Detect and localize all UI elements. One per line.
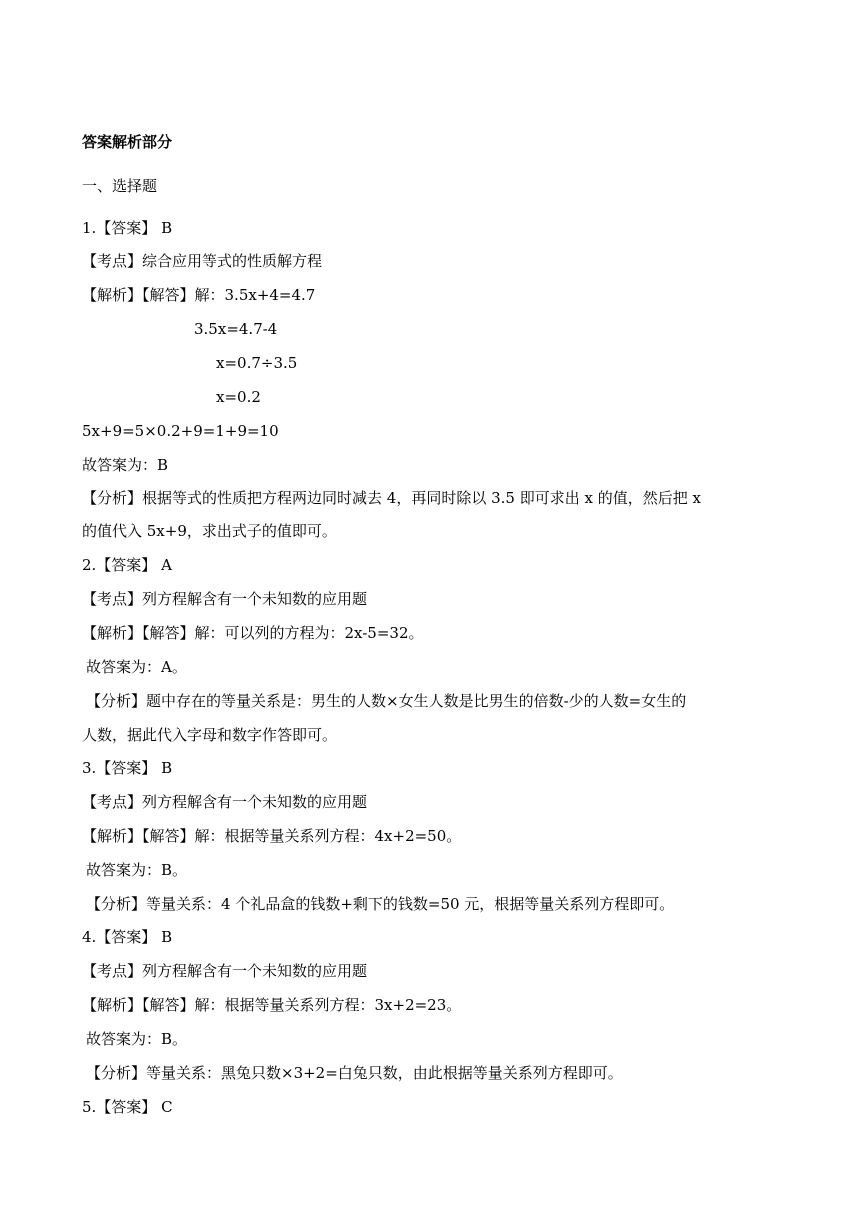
q3-analysis: 【分析】等量关系：4 个礼品盒的钱数+剩下的钱数=50 元，根据等量关系列方程即可。 [86, 895, 675, 913]
q5-answer: 5.【答案】 C [82, 1098, 173, 1116]
q1-point: 【考点】综合应用等式的性质解方程 [82, 252, 323, 270]
q3-point: 【考点】列方程解含有一个未知数的应用题 [82, 793, 368, 811]
q1-solution: 【解析】【解答】解：3.5x+4=4.7 [82, 286, 316, 304]
q2-point: 【考点】列方程解含有一个未知数的应用题 [82, 590, 368, 608]
q4-solution: 【解析】【解答】解：根据等量关系列方程：3x+2=23。 [82, 996, 462, 1014]
q1-step1: 3.5x=4.7-4 [194, 320, 278, 338]
q4-answer: 4.【答案】 B [82, 928, 173, 946]
q3-solution: 【解析】【解答】解：根据等量关系列方程：4x+2=50。 [82, 827, 462, 845]
section-title: 一、选择题 [82, 177, 158, 195]
q2-solution: 【解析】【解答】解：可以列的方程为：2x-5=32。 [82, 624, 424, 642]
q4-analysis: 【分析】等量关系：黑兔只数×3+2=白兔只数，由此根据等量关系列方程即可。 [86, 1064, 623, 1082]
q1-analysis-line1: 【分析】根据等式的性质把方程两边同时减去 4，再同时除以 3.5 即可求出 x 的值，然后把 x [82, 489, 701, 507]
q1-analysis-line2: 的值代入 5x+9，求出式子的值即可。 [82, 522, 337, 540]
heading: 答案解析部分 [82, 133, 173, 151]
q1-calc: 5x+9=5×0.2+9=1+9=10 [82, 422, 279, 440]
q2-answer: 2.【答案】 A [82, 556, 172, 574]
q1-step2: x=0.7÷3.5 [216, 354, 298, 372]
q2-conclusion: 故答案为：A。 [86, 658, 187, 676]
q1-answer: 1.【答案】 B [82, 219, 173, 237]
q1-conclusion: 故答案为：B [82, 456, 169, 474]
q2-analysis-line2: 人数，据此代入字母和数字作答即可。 [82, 726, 338, 744]
q2-analysis-line1: 【分析】题中存在的等量关系是：男生的人数×女生人数是比男生的倍数-少的人数=女生的 [86, 692, 687, 710]
q4-point: 【考点】列方程解含有一个未知数的应用题 [82, 962, 368, 980]
q1-step3: x=0.2 [216, 388, 261, 406]
q3-answer: 3.【答案】 B [82, 759, 173, 777]
q3-conclusion: 故答案为：B。 [86, 861, 188, 879]
q4-conclusion: 故答案为：B。 [86, 1030, 188, 1048]
